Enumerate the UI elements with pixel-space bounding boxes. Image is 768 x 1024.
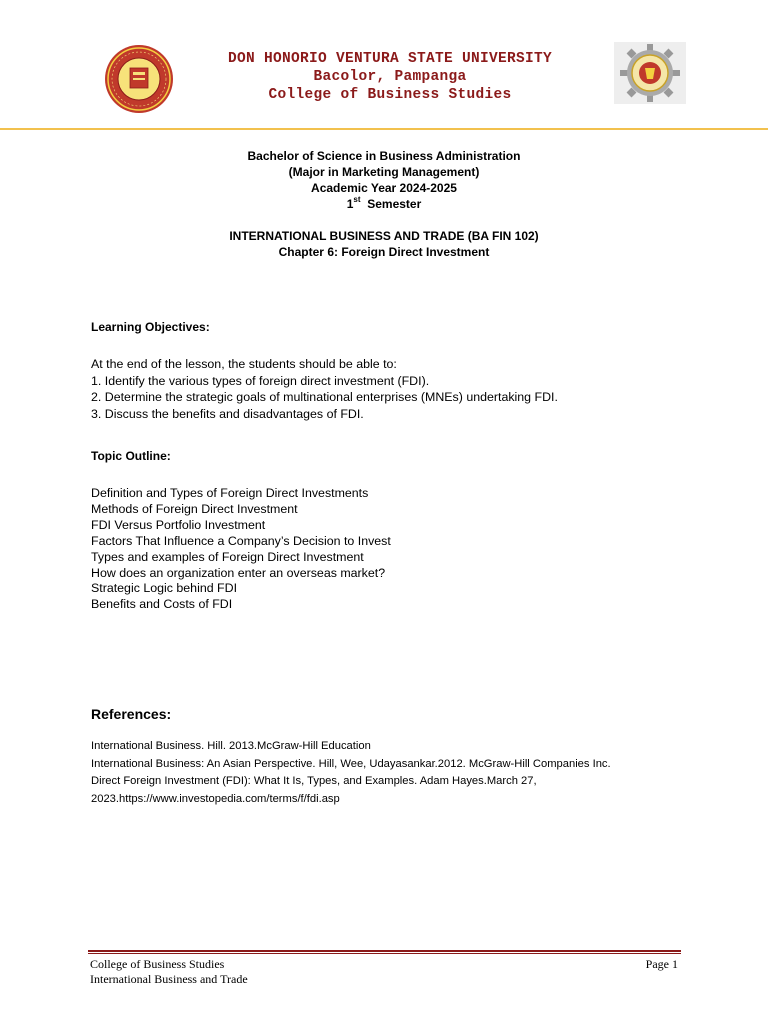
references-heading: References: xyxy=(91,706,172,722)
outline-list xyxy=(91,486,391,613)
footer-divider-thin xyxy=(88,953,681,954)
chapter-title: Chapter 6: Foreign Direct Investment xyxy=(278,245,490,259)
university-location: Bacolor, Pampanga xyxy=(313,69,467,85)
academic-year: Academic Year 2024-2025 xyxy=(311,181,457,195)
header-divider xyxy=(0,128,768,130)
reference-line: 2023.https://www.investopedia.com/terms/f/fdi.asp xyxy=(91,792,340,805)
program-info xyxy=(0,148,768,212)
references-list xyxy=(91,738,691,808)
objectives-intro: At the end of the lesson, the students should be able to: xyxy=(91,357,397,371)
footer-text xyxy=(90,957,248,987)
reference-line: International Business. Hill. 2013.McGraw-Hill Education xyxy=(91,740,371,752)
list-item: FDI Versus Portfolio Investment xyxy=(91,517,266,532)
reference-line: International Business: An Asian Perspective. Hill, Wee, Udayasankar.2012. McGraw-Hill Companies Inc. xyxy=(91,757,611,770)
list-item: 3. Discuss the benefits and disadvantages of FDI. xyxy=(91,406,364,421)
course-info xyxy=(0,228,768,260)
university-name: DON HONORIO VENTURA STATE UNIVERSITY xyxy=(227,51,553,67)
list-item: Types and examples of Foreign Direct Investment xyxy=(91,549,364,564)
major: (Major in Marketing Management) xyxy=(288,165,480,179)
course-title: INTERNATIONAL BUSINESS AND TRADE (BA FIN 102) xyxy=(229,229,539,243)
list-item: Strategic Logic behind FDI xyxy=(91,581,238,596)
footer-course: International Business and Trade xyxy=(90,972,248,986)
footer-divider xyxy=(88,950,681,952)
reference-line: Direct Foreign Investment (FDI): What It Is, Types, and Examples. Adam Hayes.March 27, xyxy=(91,775,537,787)
list-item: Factors That Influence a Company’s Decision to Invest xyxy=(91,533,391,548)
objectives-list xyxy=(91,356,558,422)
list-item: 2. Determine the strategic goals of multinational enterprises (MNEs) undertaking FDI. xyxy=(91,390,558,404)
list-item: Definition and Types of Foreign Direct Investments xyxy=(91,486,369,500)
page-number: Page 1 xyxy=(645,957,678,971)
semester: 1st Semester xyxy=(346,195,422,211)
university-header xyxy=(0,50,768,104)
college-name: College of Business Studies xyxy=(268,87,512,103)
list-item: Benefits and Costs of FDI xyxy=(91,597,233,612)
objectives-heading: Learning Objectives: xyxy=(91,320,210,334)
outline-heading: Topic Outline: xyxy=(91,449,171,463)
list-item: 1. Identify the various types of foreign direct investment (FDI). xyxy=(91,373,430,388)
footer-college: College of Business Studies xyxy=(90,957,225,971)
degree: Bachelor of Science in Business Administration xyxy=(247,149,521,163)
list-item: Methods of Foreign Direct Investment xyxy=(91,501,298,516)
list-item: How does an organization enter an overseas market? xyxy=(91,565,386,580)
